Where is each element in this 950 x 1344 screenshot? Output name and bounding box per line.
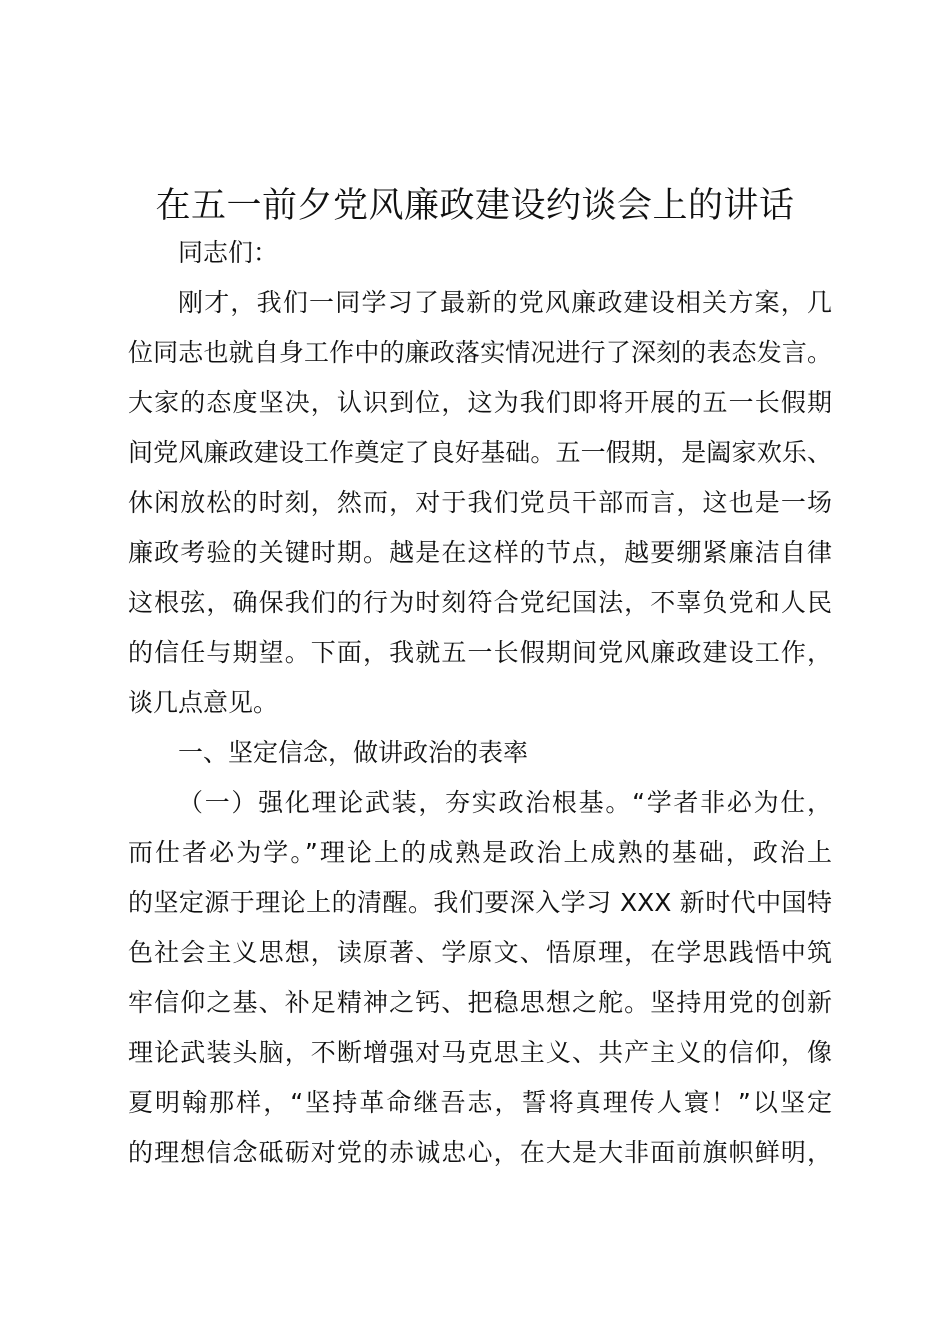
paragraph-line: 廉政考验的关键时期。越是在这样的节点，越要绷紧廉洁自律 (128, 538, 832, 567)
paragraph-line: 位同志也就自身工作中的廉政落实情况进行了深刻的表态发言。 (128, 338, 832, 367)
paragraph-line: 而仕者必为学。”理论上的成熟是政治上成熟的基础，政治上 (128, 838, 832, 867)
paragraph-line: 大家的态度坚决，认识到位，这为我们即将开展的五一长假期 (128, 388, 832, 417)
document-title: 在五一前夕党风廉政建设约谈会上的讲话 (155, 186, 795, 226)
paragraph-line: 理论武装头脑，不断增强对马克思主义、共产主义的信仰，像 (128, 1038, 832, 1067)
paragraph-line: 间党风廉政建设工作奠定了良好基础。五一假期，是阖家欢乐、 (128, 438, 832, 467)
paragraph-line: 的坚定源于理论上的清醒。我们要深入学习 XXX 新时代中国特 (128, 888, 832, 917)
paragraph-line: 夏明翰那样，“坚持革命继吾志，誓将真理传人寰！”以坚定 (128, 1088, 832, 1117)
paragraph-line: 谈几点意见。 (128, 688, 279, 717)
paragraph-line: 休闲放松的时刻，然而，对于我们党员干部而言，这也是一场 (128, 488, 832, 517)
paragraph-line: 的信任与期望。下面，我就五一长假期间党风廉政建设工作， (128, 638, 832, 667)
paragraph-line: 色社会主义思想，读原著、学原文、悟原理，在学思践悟中筑 (128, 938, 832, 967)
paragraph-line: 的理想信念砥砺对党的赤诚忠心，在大是大非面前旗帜鲜明， (128, 1138, 832, 1167)
section-heading: 一、坚定信念，做讲政治的表率 (178, 738, 529, 767)
paragraph-line: 牢信仰之基、补足精神之钙、把稳思想之舵。坚持用党的创新 (128, 988, 832, 1017)
paragraph-line: 这根弦，确保我们的行为时刻符合党纪国法，不辜负党和人民 (128, 588, 832, 617)
paragraph-line: 刚才，我们一同学习了最新的党风廉政建设相关方案，几 (178, 288, 832, 317)
salutation: 同志们： (178, 238, 279, 267)
paragraph-line: （一）强化理论武装，夯实政治根基。“学者非必为仕， (178, 788, 832, 817)
